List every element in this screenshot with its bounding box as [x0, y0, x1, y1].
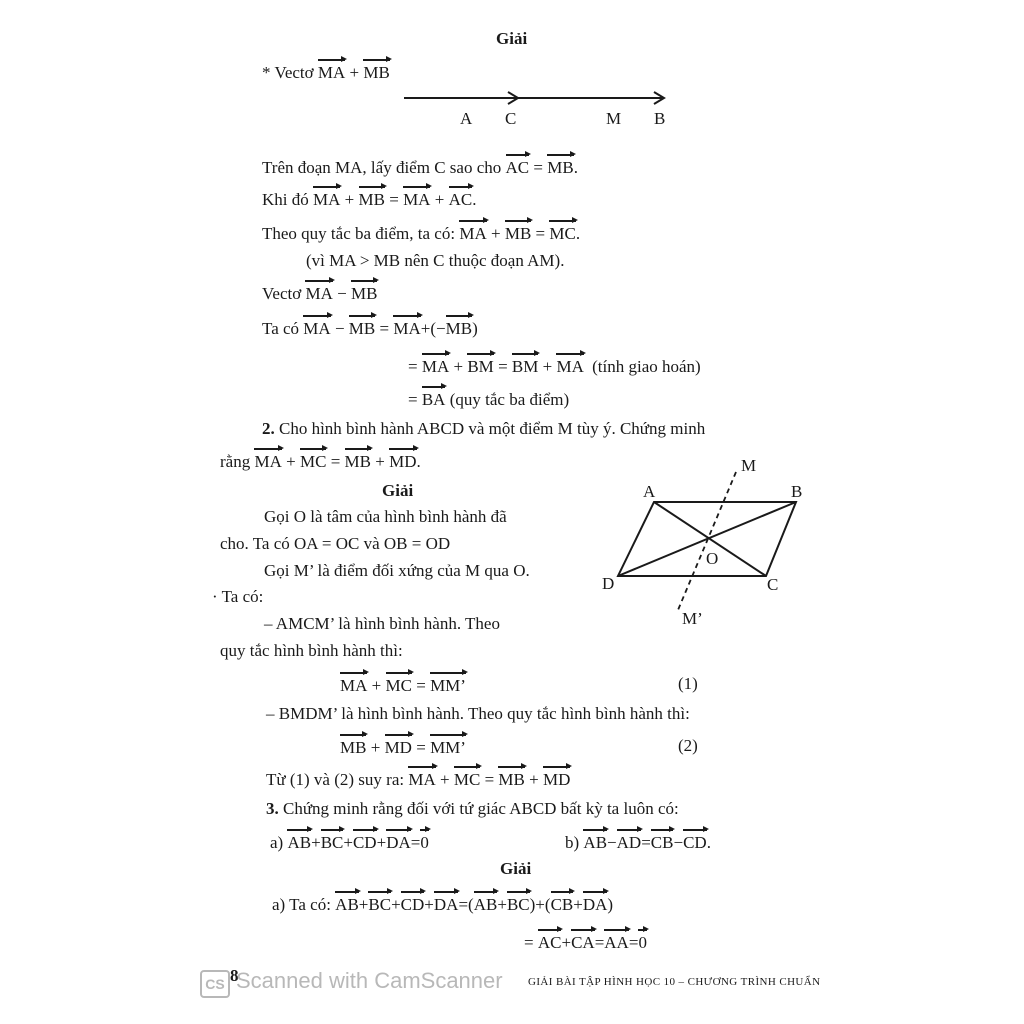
vector-mm-prime: MM’ — [430, 673, 466, 697]
problem-text: rằng — [220, 452, 251, 471]
heading-prefix: * Vectơ — [262, 63, 314, 82]
equals: = — [641, 833, 651, 852]
p2-line-4: · Ta có: — [212, 587, 264, 606]
vector-ac: AC — [506, 155, 530, 179]
vector-mc: MC — [454, 767, 480, 791]
text-line-4: (vì MA > MB nên C thuộc đoạn AM). — [306, 251, 565, 270]
problem-2-statement — [262, 418, 705, 440]
vector-mb: MB — [340, 735, 366, 759]
equals: = — [458, 895, 469, 914]
equals: = — [628, 933, 639, 952]
equation-1 — [340, 673, 466, 697]
vector-ma: MA — [303, 316, 330, 340]
vector-ma: MA — [422, 354, 449, 378]
problem-number: 2. — [262, 419, 275, 438]
vector-mb: MB — [363, 60, 389, 84]
equals: = — [389, 190, 399, 209]
operator: + — [535, 895, 545, 914]
operator: + — [311, 833, 321, 852]
equals: = — [498, 357, 508, 376]
vector-mb: MB — [349, 316, 375, 340]
vector-da: DA — [583, 892, 608, 916]
operator: + — [344, 190, 355, 209]
vector-ma: MA — [318, 60, 345, 84]
equals: = — [535, 224, 546, 243]
heading-prefix: Vectơ — [262, 284, 302, 303]
vector-md: MD — [543, 767, 570, 791]
vector-mc: MC — [300, 449, 326, 473]
problem-3-part-a — [270, 830, 429, 854]
operator: + — [349, 63, 360, 82]
problem-3-part-b — [565, 830, 711, 854]
operator: + — [376, 833, 387, 852]
vector-cd: CD — [401, 892, 425, 916]
number-line-label-c: C — [505, 109, 517, 128]
equation-2 — [340, 735, 466, 759]
vector-ad: AD — [617, 830, 642, 854]
operator: + — [286, 452, 296, 471]
zero-vector: 0 — [420, 830, 429, 854]
operator: + — [440, 770, 450, 789]
p2-line-2: cho. Ta có OA = OC và OB = OD — [220, 534, 451, 553]
diff-line-1 — [262, 316, 478, 340]
operator: + — [358, 895, 369, 914]
diagram-label-b: B — [791, 482, 803, 501]
paren-close: ) — [529, 895, 536, 914]
operator: + — [490, 224, 501, 243]
p2-conclusion — [266, 767, 570, 791]
number-line-label-m: M — [606, 109, 622, 128]
line-text: Trên đoạn MA, lấy điểm C sao cho — [262, 158, 502, 177]
p2-line-5: – AMCM’ là hình bình hành. Theo — [264, 614, 500, 633]
vector-ma: MA — [408, 767, 435, 791]
diagram-label-o: O — [706, 549, 719, 568]
diff-line-2 — [408, 354, 701, 378]
line-text: Từ (1) và (2) suy ra: — [266, 770, 405, 789]
text-line-1 — [262, 155, 578, 179]
operator: + — [529, 770, 539, 789]
diagram-label-d: D — [602, 574, 615, 593]
period: . — [472, 190, 477, 209]
equals: = — [594, 933, 605, 952]
p2-solution-title: Giải — [382, 481, 414, 500]
paren-open: ( — [468, 895, 474, 914]
vector-ab: AB — [474, 892, 498, 916]
number-line-diagram — [400, 86, 675, 110]
line-text: Ta có — [262, 319, 300, 338]
vector-mb: MB — [351, 281, 377, 305]
problem-text: Chứng minh rằng đối với tứ giác ABCD bất kỳ ta luôn có: — [283, 799, 679, 818]
p2-line-6: quy tắc hình bình hành thì: — [220, 641, 403, 660]
line-text: Khi đó — [262, 190, 309, 209]
operator: + — [561, 933, 572, 952]
period: . — [573, 158, 578, 177]
vector-ma: MA — [305, 281, 332, 305]
vector-mc: MC — [549, 221, 575, 245]
operator: + — [434, 190, 445, 209]
vector-ma: MA — [340, 673, 367, 697]
vector-ma: MA — [393, 316, 420, 340]
problem-2-statement-cont — [220, 449, 421, 473]
problem-3-statement — [266, 798, 679, 820]
diagram-label-m-prime: M’ — [682, 609, 703, 628]
p3-solution-line-2 — [524, 930, 647, 954]
equals: = — [416, 676, 426, 695]
book-title-footer: GIẢI BÀI TẬP HÌNH HỌC 10 – CHƯƠNG TRÌNH CHUẨN — [528, 976, 821, 988]
p3-solution-line-1 — [272, 892, 613, 916]
vector-ma: MA — [403, 187, 430, 211]
period: . — [575, 224, 581, 243]
diagram-label-c: C — [767, 575, 779, 594]
number-line-label-a: A — [460, 109, 473, 128]
vector-cd: CD — [353, 830, 377, 854]
vector-bc: BC — [321, 830, 344, 854]
vector-bc: BC — [507, 892, 530, 916]
diff-line-3 — [408, 387, 569, 411]
problem-text: Cho hình bình hành ABCD và một điểm M tùy ý. Chứng minh — [279, 419, 706, 438]
vector-ma: MA — [313, 187, 340, 211]
vector-ma: MA — [459, 221, 486, 245]
vector-ac: AC — [538, 930, 562, 954]
zero-vector: 0 — [638, 930, 647, 954]
equals: = — [533, 158, 543, 177]
operator: + — [542, 357, 553, 376]
operator: + — [375, 452, 385, 471]
operator: + — [370, 738, 381, 757]
number-line-label-b: B — [654, 109, 666, 128]
diagram-label-a: A — [643, 482, 656, 501]
line-text: a) Ta có: — [272, 895, 331, 914]
period: . — [416, 452, 421, 471]
vector-ab: AB — [335, 892, 359, 916]
page-number: 8 — [230, 966, 239, 985]
note: (quy tắc ba điểm) — [449, 390, 570, 409]
vector-sum-heading — [262, 60, 390, 84]
equals: = — [410, 833, 421, 852]
operator: + — [391, 895, 401, 914]
note: (tính giao hoán) — [592, 357, 701, 376]
vector-aa: AA — [604, 930, 629, 954]
operator: + — [497, 895, 507, 914]
camscanner-logo-icon: CS — [200, 970, 230, 998]
operator: + — [343, 833, 353, 852]
vector-ba: BA — [422, 387, 446, 411]
operator: − — [607, 833, 617, 852]
vector-cb: CB — [551, 892, 574, 916]
equals: = — [379, 319, 390, 338]
operator: + — [453, 357, 464, 376]
part-label: a) — [270, 833, 284, 852]
period: . — [706, 833, 711, 852]
scanner-watermark: Scanned with CamScanner — [236, 968, 503, 993]
line-mm-prime — [678, 472, 736, 610]
operator: + — [424, 895, 434, 914]
vector-ca: CA — [571, 930, 595, 954]
vector-bm: BM — [512, 354, 538, 378]
p3-solution-title: Giải — [500, 859, 532, 878]
solution-title: Giải — [496, 29, 528, 48]
operator: − — [673, 833, 684, 852]
vector-mb: MB — [498, 767, 524, 791]
vector-mb: MB — [505, 221, 531, 245]
operator: − — [337, 284, 347, 303]
equals: = — [484, 770, 495, 789]
paren-close: ) — [472, 319, 478, 338]
paren-open: ( — [544, 895, 551, 914]
text-line-3 — [262, 221, 580, 245]
vector-bc: BC — [368, 892, 391, 916]
vector-ab: AB — [583, 830, 607, 854]
equals: = — [524, 933, 534, 952]
operator: + — [573, 895, 583, 914]
vector-mb: MB — [359, 187, 385, 211]
vector-mb: MB — [446, 316, 472, 340]
text-line-2 — [262, 187, 476, 211]
vector-mb: MB — [547, 155, 573, 179]
vector-ab: AB — [287, 830, 311, 854]
equation-2-tag: (2) — [678, 736, 698, 755]
equation-1-tag: (1) — [678, 674, 698, 693]
vector-mm-prime: MM’ — [430, 735, 466, 759]
vector-md: MD — [385, 735, 412, 759]
p2-line-3: Gọi M’ là điểm đối xứng của M qua O. — [264, 561, 530, 580]
vector-ma: MA — [556, 354, 583, 378]
p2-line-7: – BMDM’ là hình bình hành. Theo quy tắc hình bình hành thì: — [266, 704, 690, 723]
vector-bm: BM — [467, 354, 493, 378]
diagram-label-m: M — [741, 456, 757, 475]
equals: = — [408, 357, 418, 376]
vector-ma: MA — [254, 449, 281, 473]
vector-da: DA — [386, 830, 411, 854]
vector-cd: CD — [683, 830, 707, 854]
problem-number: 3. — [266, 799, 279, 818]
paren-close: ) — [607, 895, 614, 914]
vector-cb: CB — [651, 830, 674, 854]
part-label: b) — [565, 833, 580, 852]
vector-mb: MB — [345, 449, 371, 473]
parallelogram-diagram — [596, 450, 826, 630]
line-text: Theo quy tắc ba điểm, ta có: — [262, 224, 456, 243]
operator: + — [371, 676, 382, 695]
paren-open: +(− — [420, 319, 446, 338]
vector-da: DA — [434, 892, 459, 916]
equals: = — [416, 738, 426, 757]
vector-md: MD — [389, 449, 416, 473]
vector-mc: MC — [386, 673, 412, 697]
operator: − — [334, 319, 345, 338]
equals: = — [330, 452, 341, 471]
vector-ac: AC — [449, 187, 473, 211]
vector-diff-heading — [262, 281, 377, 305]
p2-line-1: Gọi O là tâm của hình bình hành đã — [264, 507, 507, 526]
equals: = — [408, 390, 418, 409]
